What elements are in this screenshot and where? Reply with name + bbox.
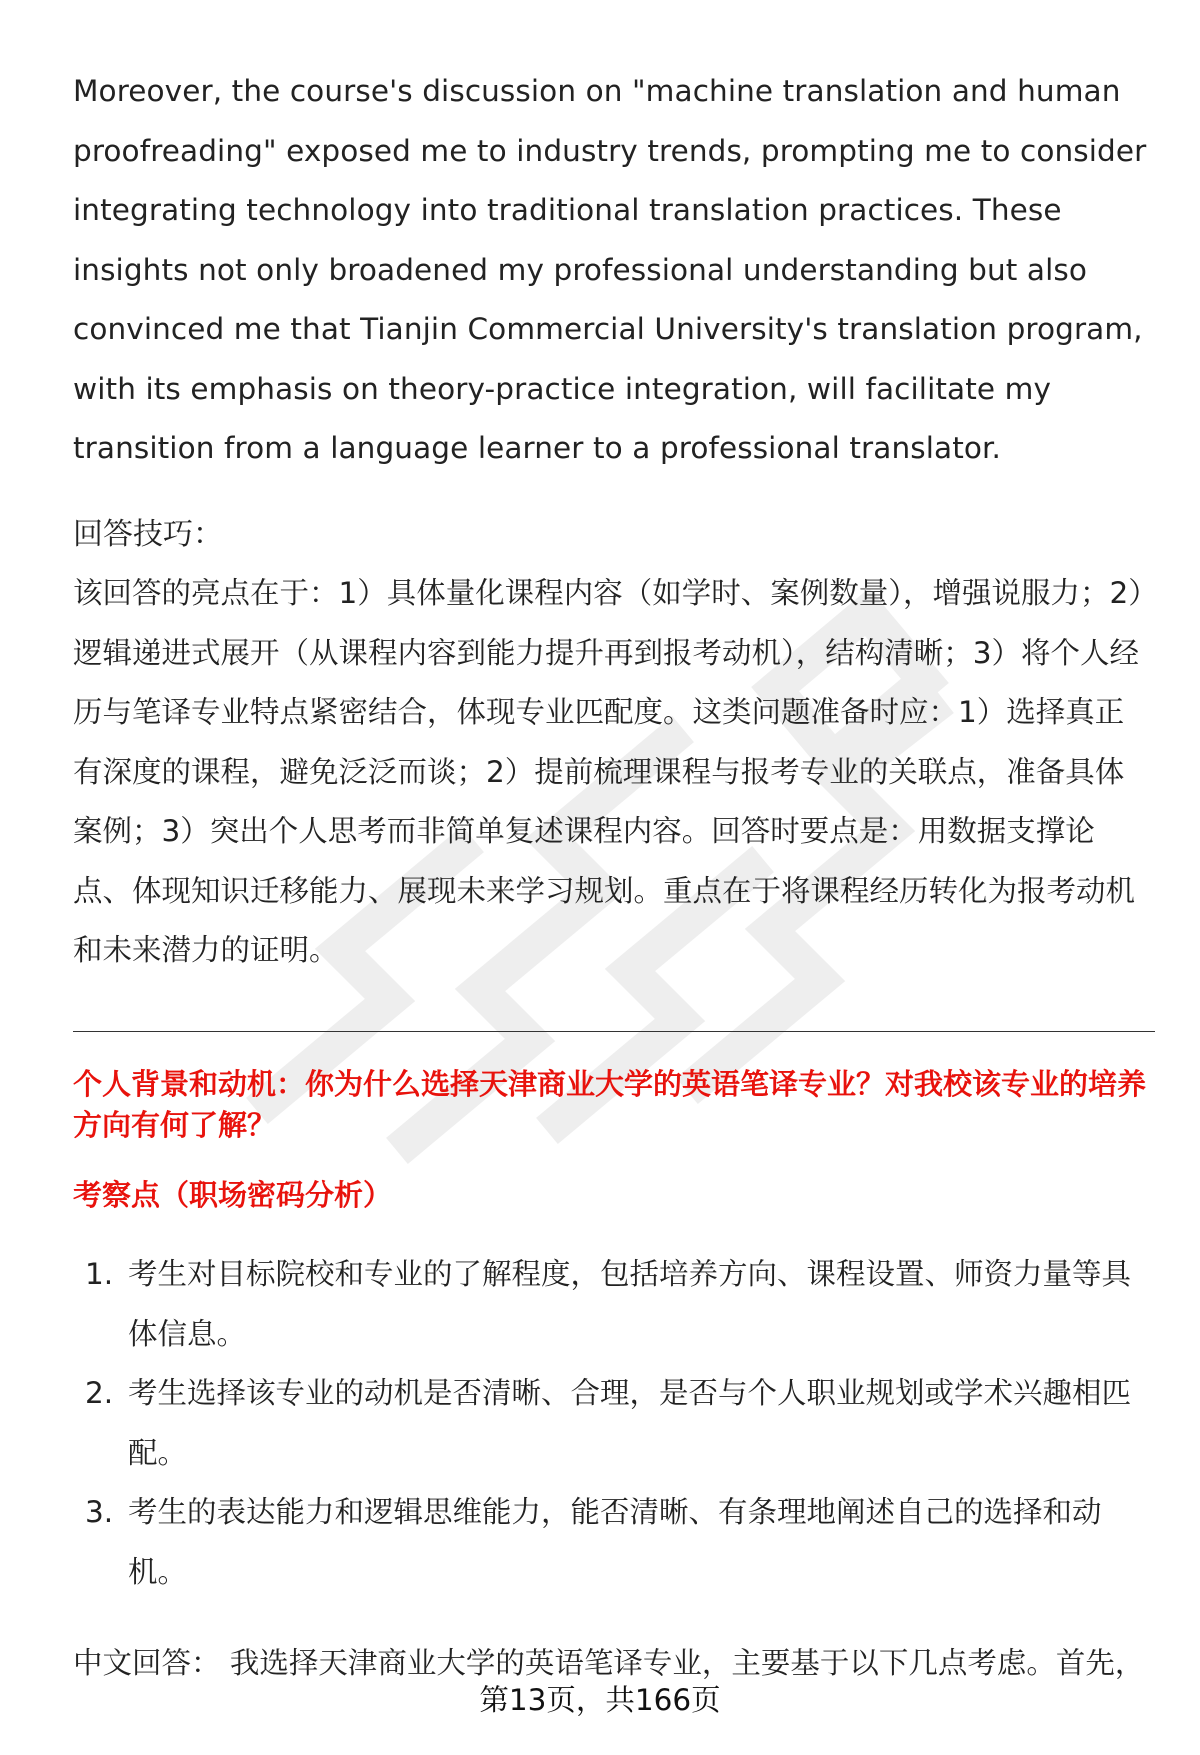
list-item-text: 考生的表达能力和逻辑思维能力，能否清晰、有条理地阐述自己的选择和动机。 bbox=[128, 1495, 1102, 1589]
list-item-number: 2. bbox=[85, 1376, 114, 1410]
list-item-number: 1. bbox=[85, 1257, 114, 1291]
assessment-list bbox=[73, 1245, 1153, 1602]
list-item bbox=[73, 1483, 1153, 1602]
page-footer: 第13页，共166页 bbox=[0, 1680, 1200, 1720]
section-divider bbox=[73, 1031, 1155, 1032]
list-item bbox=[73, 1364, 1153, 1483]
list-item-text: 考生对目标院校和专业的了解程度，包括培养方向、课程设置、师资力量等具体信息。 bbox=[128, 1257, 1132, 1351]
intro-paragraph: Moreover, the course's discussion on "machine translation and human proofreading" exposed me to industry trends, prompting me to consider integrating technology into traditional translation practices. These insights not only broadened my professional understanding but also convinced me that Tianjin Commercial University's translation program, with its emphasis on theory-practice integration, will facilitate my transition from a language learner to a professional translator. bbox=[73, 74, 1147, 465]
question-title: 个人背景和动机：你为什么选择天津商业大学的英语笔译专业？对我校该专业的培养方向有何了解？ bbox=[73, 1067, 1147, 1142]
assessment-title: 考察点（职场密码分析） bbox=[73, 1178, 393, 1212]
answer-start: 中文回答： 我选择天津商业大学的英语笔译专业，主要基于以下几点考虑。首先， bbox=[73, 1646, 1145, 1680]
tips-title: 回答技巧： bbox=[73, 516, 223, 552]
tips-body: 该回答的亮点在于：1）具体量化课程内容（如学时、案例数量），增强说服力；2）逻辑递进式展开（从课程内容到能力提升再到报考动机），结构清晰；3）将个人经历与笔译专业特点紧密结合，体现专业匹配度。这类问题准备时应：1）选择真正有深度的课程，避免泛泛而谈；2）提前梳理课程与报考专业的关联点，准备具体案例；3）突出个人思考而非简单复述课程内容。回答时要点是：用数据支撑论点、体现知识迁移能力、展现未来学习规划。重点在于将课程经历转化为报考动机和未来潜力的证明。 bbox=[73, 576, 1144, 967]
list-item bbox=[73, 1245, 1153, 1364]
list-item-number: 3. bbox=[85, 1495, 114, 1529]
list-item-text: 考生选择该专业的动机是否清晰、合理，是否与个人职业规划或学术兴趣相匹配。 bbox=[128, 1376, 1132, 1470]
document-body bbox=[73, 62, 1153, 981]
